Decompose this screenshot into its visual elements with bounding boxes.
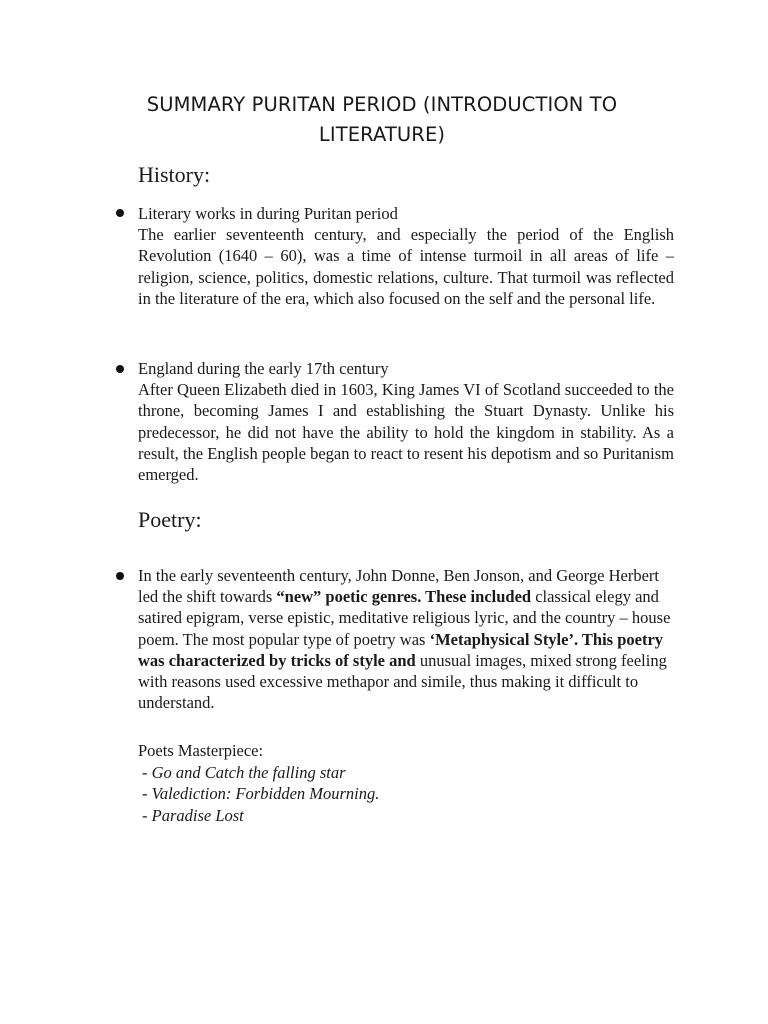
masterpiece-dash: - xyxy=(142,762,152,782)
bullet-icon xyxy=(116,365,124,373)
masterpiece-list xyxy=(138,740,379,826)
poetry-heading: Poetry: xyxy=(138,507,202,532)
poetry-text-1: In the early seventeenth century, John Donne, Ben Jonson, and George Herbert led the shift towards xyxy=(138,566,659,607)
poetry-bullet xyxy=(138,565,674,713)
masterpiece-title: Go and Catch the falling star xyxy=(151,762,346,782)
masterpiece-dash: - xyxy=(142,784,152,803)
history-heading: History: xyxy=(138,162,211,187)
bullet-lead: England during the early 17th century xyxy=(138,359,389,378)
bullet-text: The earlier seventeenth century, and especially the period of the English Revolution (1640 – 60), was a time of intense turmoil in all areas of life – religion, science, politics, domestic relations, culture. That turmoil was reflected in the literature of the era, which also focused on the self and the personal life. xyxy=(138,225,674,308)
masterpiece-title: Valediction: Forbidden Mourning. xyxy=(151,784,380,803)
masterpiece-item xyxy=(138,783,379,805)
bullet-icon xyxy=(116,572,124,580)
masterpiece-item xyxy=(138,805,379,827)
masterpiece-title: Paradise Lost xyxy=(151,805,244,825)
title-line-2: LITERATURE) xyxy=(318,123,446,146)
history-bullet-2 xyxy=(138,358,674,485)
masterpiece-label: Poets Masterpiece: xyxy=(138,741,264,760)
bullet-icon xyxy=(116,209,124,217)
history-bullet-1 xyxy=(138,203,674,309)
bullet-text xyxy=(138,565,674,713)
poetry-text-4: ‘Metaphysical Style’. This poetry was characterized by tricks of style and xyxy=(138,629,664,670)
masterpiece-item xyxy=(138,762,379,784)
masterpiece-dash: - xyxy=(142,805,152,825)
document-title xyxy=(100,90,664,150)
poetry-text-5: unusual images, mixed strong feeling with reasons used excessive methapor and simile, thus making it difficult to understand. xyxy=(138,650,667,713)
bullet-lead: Literary works in during Puritan period xyxy=(138,204,398,223)
title-line-1: SUMMARY PURITAN PERIOD (INTRODUCTION TO xyxy=(146,93,618,116)
bullet-text: After Queen Elizabeth died in 1603, King James VI of Scotland succeeded to the throne, becoming James I and establishing the Stuart Dynasty. Unlike his predecessor, he did not have the ability to hold the kingdom in stability. As a result, the English people began to react to resent his depotism and so Puritanism emerged. xyxy=(138,380,674,485)
poetry-text-2: “new” poetic genres. These included xyxy=(276,587,532,607)
poetry-text-3: classical elegy and satired epigram, verse epistic, meditative religious lyric, and the country – house poem. The most popular type of poetry was xyxy=(138,587,671,649)
